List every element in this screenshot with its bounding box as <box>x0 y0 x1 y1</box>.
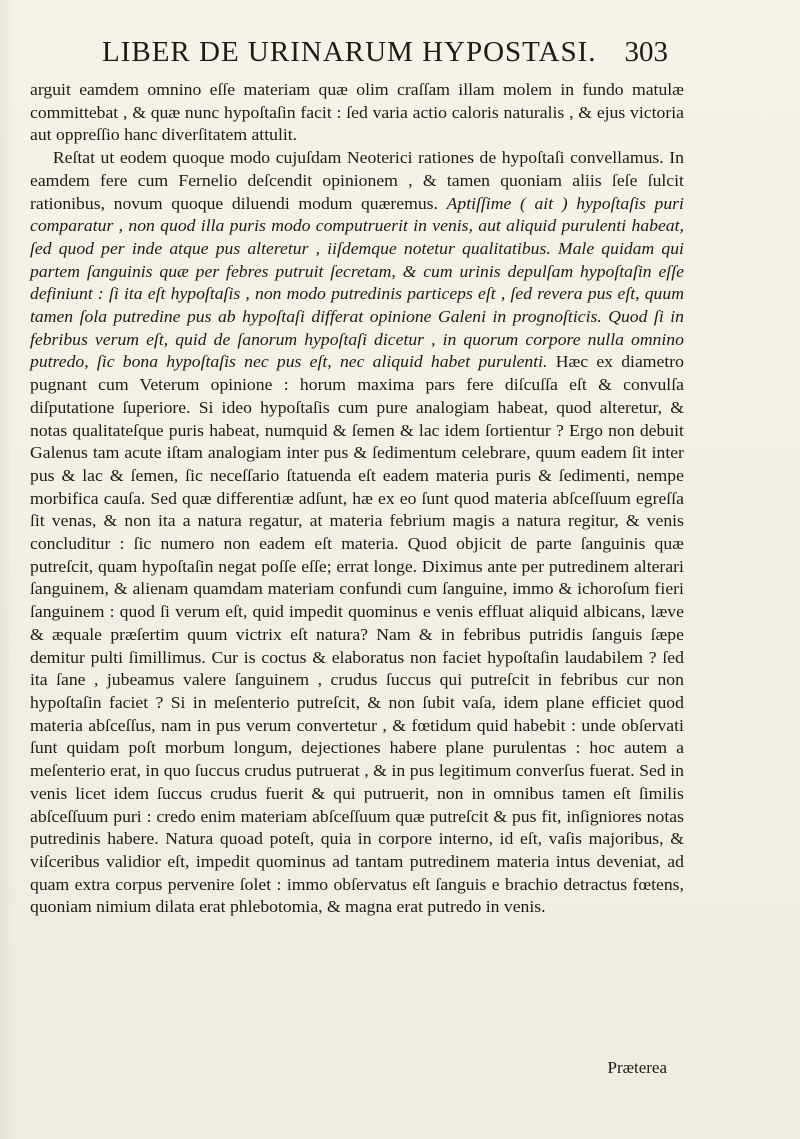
page-header <box>0 36 800 76</box>
paragraph-2-opening: Reſtat ut eodem quoque modo cujuſdam Neoterici rationes de hypoſtaſi convellamus. In eamdem fere cum Fernelio deſcendit opinionem , & tamen quoniam aliis ſeſe ſulcit rationibus, novum quoque diluendi modum quæremus. <box>30 148 684 213</box>
paragraph-2-rebuttal: Hæc ex diametro pugnant cum Veterum opinione : horum maxima pars fere diſcuſſa eſt & convulſa diſputatione ſuperiore. Si ideo hypoſtaſis cum pure analogiam habeat, quod alteretur, & notas qualitateſque puris habeat, numquid & ſemen & lac idem ſortientur ? Ergo non debuit Galenus tam acute iſtam analogiam inter pus & ſedimentum celebrare, quum eadem ſit inter pus & lac & ſemen, ſic neceſſario ſtatuenda eſt eadem materia puris & ſedimenti, nempe morbifica cauſa. Sed quæ differentiæ adſunt, hæ ex eo ſunt quod materia abſceſſuum egreſſa ſit venas, & non ita a natura regatur, at materia febrium magis a natura regitur, & venis concluditur : ſic numero non eadem eſt materia. Quod objicit de parte ſanguinis quæ putreſcit, quam hypoſtaſin negat poſſe eſſe; errat longe. Diximus ante per putredinem alterari ſanguinem, & alienam quamdam materiam confundi cum ſanguine, immo & ichoroſum fieri ſanguinem : quod ſi verum eſt, quid impedit quominus e venis effluat aliquid albicans, læve & æquale præſertim quum victrix eſt natura? Nam & in febribus putridis ſanguis ſæpe demitur pulti ſimillimus. Cur is coctus & elaboratus non faciet hypoſtaſin laudabilem ? ſed ita ſane , jubeamus valere ſanguinem , crudus ſuccus qui putreſcit in febribus cur non hypoſtaſin faciet ? Si in meſenterio putreſcit, & non ſubit vaſa, idem plane efficiet quod materia abſceſſus, nam in pus verum convertetur , & fœtidum quid habebit : unde obſervati ſunt quidam poſt morbum longum, dejectiones habere plane purulentas : hoc autem a meſenterio erat, in quo ſuccus crudus putruerat , & in pus legitimum converſus fuerat. Sed in venis licet idem ſuccus crudus fuerit & qui putruerit, non in omnibus tamen eſt ſimilis abſceſſuum puri : credo enim materiam abſceſſuum quæ putreſcit & pus fit, inſigniores notas putredinis habere. Natura quoad poteſt, quia in corpore interno, id eſt, vaſis majoribus, & viſceribus validior eſt, impedit quominus ad tantam putredinem materia intus deveniat, ad quam extra corpus pervenire ſolet : immo obſervatus eſt ſanguis e brachio detractus fœtens, quoniam nimium dilata erat phlebotomia, & magna erat putredo in venis. <box>30 352 684 917</box>
paragraph-2 <box>30 147 684 919</box>
page-number: 303 <box>624 36 668 68</box>
paragraph-1: arguit eamdem omnino eſſe materiam quæ olim craſſam illam molem in fundo matulæ committebat , & quæ nunc hypoſtaſin facit : ſed varia actio caloris naturalis , & ejus victoria aut oppreſſio hanc diverſitatem attulit. <box>30 80 684 145</box>
catchword: Præterea <box>607 1058 667 1077</box>
running-head: LIBER DE URINARUM HYPOSTASI. <box>102 36 597 68</box>
body-text <box>30 79 684 919</box>
quoted-passage: Aptiſſime ( ait ) hypoſtaſis puri comparatur , non quod illa puris modo computruerit in venis, aut aliquid purulenti habeat, ſed quod per inde atque pus alteretur , iiſdemque notetur qualitatibus. Male quidam qui partem ſanguinis quæ per febres putruit ſecretam, & cum urinis depulſam hypoſtaſin eſſe definiunt : ſi ita eſt hypoſtaſis , non modo putredinis particeps eſt , ſed revera pus eſt, quum tamen ſola putredine pus ab hypoſtaſi differat opinione Galeni in prognoſticis. Quod ſi in febribus verum eſt, quid de ſanorum hypoſtaſi dicetur , in quorum corpore nulla omnino putredo, ſic bona hypoſtaſis nec pus eſt, nec aliquid habet purulenti. <box>30 193 684 372</box>
